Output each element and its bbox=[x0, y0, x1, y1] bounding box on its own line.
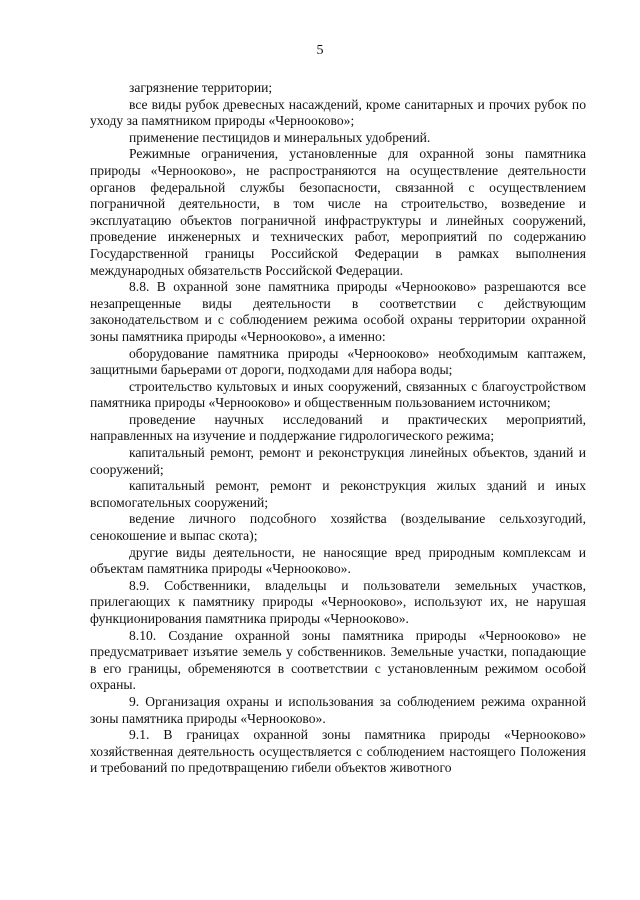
document-body bbox=[90, 80, 586, 777]
paragraph: проведение научных исследований и практических мероприятий, направленных на изучение и поддержание гидрологического режима; bbox=[90, 411, 586, 444]
paragraph: все виды рубок древесных насаждений, кроме санитарных и прочих рубок по уходу за памятником природы «Чернооково»; bbox=[90, 96, 586, 129]
paragraph: другие виды деятельности, не наносящие вред природным комплексам и объектам памятника природы «Чернооково». bbox=[90, 544, 586, 577]
paragraph: капитальный ремонт, ремонт и реконструкция линейных объектов, зданий и сооружений; bbox=[90, 445, 586, 477]
page-number: 5 bbox=[316, 43, 324, 58]
paragraph: 8.9. Собственники, владельцы и пользователи земельных участков, прилегающих к памятнику природы «Чернооково», используют их, не нарушая функционирования памятника природы «Чернооково». bbox=[90, 577, 586, 626]
paragraph: капитальный ремонт, ремонт и реконструкция жилых зданий и иных вспомогательных сооружений; bbox=[90, 478, 586, 510]
paragraph: 8.8. В охранной зоне памятника природы «Чернооково» разрешаются все незапрещенные виды деятельности в соответствии с действующим законодательством и с соблюдением режима особой охраны территории охранной зоны памятника природы «Чернооково», а именно: bbox=[90, 279, 586, 344]
paragraph: применение пестицидов и минеральных удобрений. bbox=[129, 129, 431, 145]
paragraph: 8.10. Создание охранной зоны памятника природы «Чернооково» не предусматривает изъятие земель у собственников. Земельные участки, попадающие в его границы, обременяются в соответствии с установленным режимом особой охраны. bbox=[90, 627, 586, 693]
paragraph: оборудование памятника природы «Чернооково» необходимым каптажем, защитными барьерами от дороги, подходами для набора воды; bbox=[90, 345, 586, 378]
paragraph: строительство культовых и иных сооружений, связанных с благоустройством памятника природы «Чернооково» и общественным пользованием источником; bbox=[90, 378, 586, 411]
paragraph: Режимные ограничения, установленные для охранной зоны памятника природы «Чернооково», не распространяются на осуществление деятельности органов федеральной службы безопасности, связанной с осуществлением пограничной деятельности, в том числе на строительство, возведение и эксплуатацию объектов пограничной инфраструктуры и линейных сооружений, проведение инженерных и технических работ, мероприятий по содержанию Государственной границы Российской Федерации в рамках выполнения международных обязательств Российской Федерации. bbox=[90, 146, 586, 278]
paragraph: ведение личного подсобного хозяйства (возделывание сельхозугодий, сенокошение и выпас скота); bbox=[90, 511, 586, 544]
paragraph: загрязнение территории; bbox=[129, 80, 273, 95]
paragraph: 9.1. В границах охранной зоны памятника природы «Чернооково» хозяйственная деятельность осуществляется с соблюдением настоящего Положения и требований по предотвращению гибели объектов животного bbox=[90, 727, 586, 776]
paragraph: 9. Организация охраны и использования за соблюдением режима охранной зоны памятника природы «Чернооково». bbox=[90, 693, 586, 726]
